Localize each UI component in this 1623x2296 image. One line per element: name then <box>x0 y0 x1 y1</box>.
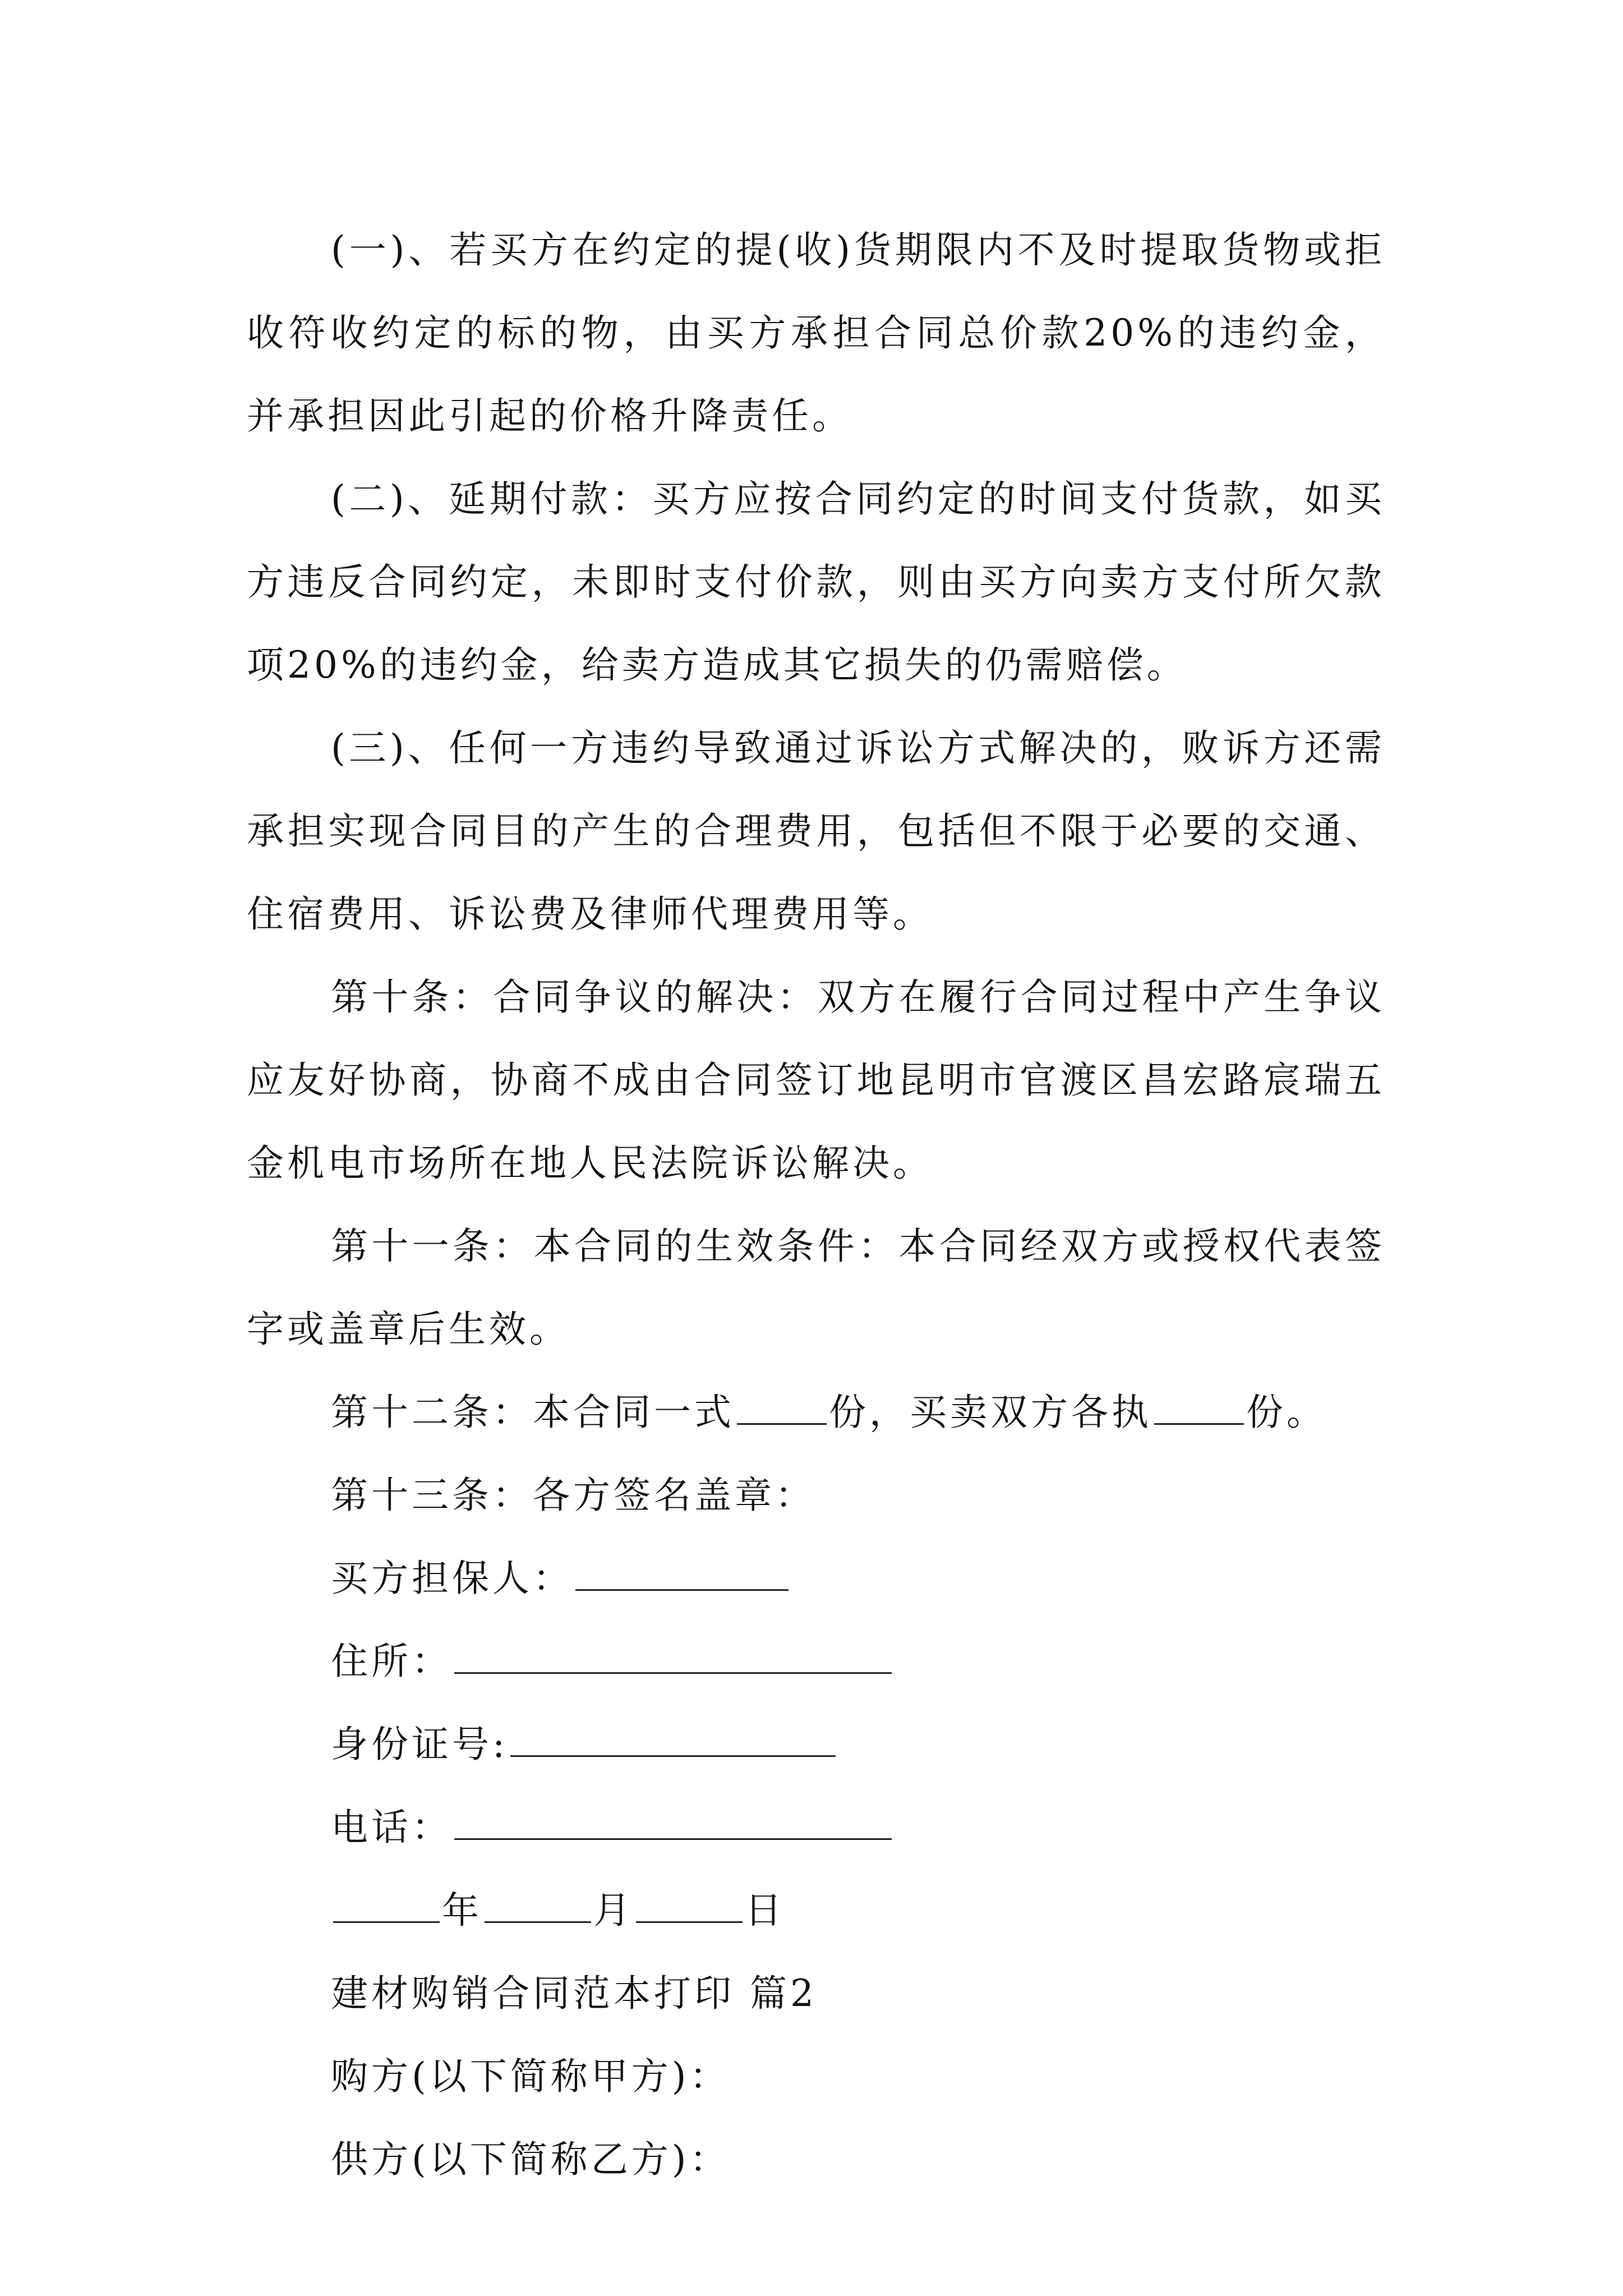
copies-each-blank[interactable] <box>1154 1394 1244 1425</box>
phone-line <box>247 1786 1385 1869</box>
month-blank[interactable] <box>485 1892 591 1923</box>
paragraph-late-payment: (二)、延期付款：买方应按合同约定的时间支付货款，如买方违反合同约定，未即时支付价款，则由买方向卖方支付所欠款项20%的违约金，给卖方造成其它损失的仍需赔偿。 <box>247 477 1385 687</box>
document-body <box>247 209 1385 2201</box>
paragraph-litigation-costs: (三)、任何一方违约导致通过诉讼方式解决的，败诉方还需承担实现合同目的产生的合理费用，包括但不限于必要的交通、住宿费用、诉讼费及律师代理费用等。 <box>247 726 1385 936</box>
paragraph-clause-10: 第十条：合同争议的解决：双方在履行合同过程中产生争议应友好协商，协商不成由合同签订地昆明市官渡区昌宏路宸瑞五金机电市场所在地人民法院诉讼解决。 <box>247 976 1385 1185</box>
id-number-blank[interactable] <box>510 1726 836 1757</box>
copies-total-blank[interactable] <box>737 1394 827 1425</box>
address-line <box>247 1620 1385 1703</box>
section-2-title: 建材购销合同范本打印 篇2 <box>331 1972 817 2015</box>
date-line <box>247 1869 1385 1952</box>
guarantor-blank[interactable] <box>575 1560 789 1591</box>
guarantor-line <box>247 1537 1385 1620</box>
month-label: 月 <box>593 1889 634 1932</box>
clause-13-line: 第十三条：各方签名盖章： <box>331 1474 815 1517</box>
phone-label: 电话： <box>331 1806 452 1849</box>
clause-12-line <box>247 1371 1385 1454</box>
day-label: 日 <box>745 1889 785 1932</box>
guarantor-label: 买方担保人： <box>331 1557 573 1600</box>
paragraph-late-pickup: (一)、若买方在约定的提(收)货期限内不及时提取货物或拒收符收约定的标的物，由买方承担合同总价款20%的违约金，并承担因此引起的价格升降责任。 <box>247 228 1385 438</box>
year-label: 年 <box>442 1889 482 1932</box>
year-blank[interactable] <box>333 1892 440 1923</box>
phone-blank[interactable] <box>454 1809 892 1840</box>
address-label: 住所： <box>331 1640 452 1683</box>
seller-line: 供方(以下简称乙方)： <box>331 2138 730 2181</box>
day-blank[interactable] <box>636 1892 743 1923</box>
buyer-line: 购方(以下简称甲方)： <box>331 2055 730 2098</box>
paragraph-clause-11: 第十一条：本合同的生效条件：本合同经双方或授权代表签字或盖章后生效。 <box>247 1225 1385 1351</box>
address-blank[interactable] <box>454 1643 892 1674</box>
clause-12-middle: 份，买卖双方各执 <box>829 1391 1152 1434</box>
id-number-line <box>247 1703 1385 1786</box>
id-number-label: 身份证号: <box>331 1723 509 1766</box>
clause-12-prefix: 第十二条：本合同一式 <box>331 1391 735 1434</box>
clause-12-suffix: 份。 <box>1246 1391 1327 1434</box>
